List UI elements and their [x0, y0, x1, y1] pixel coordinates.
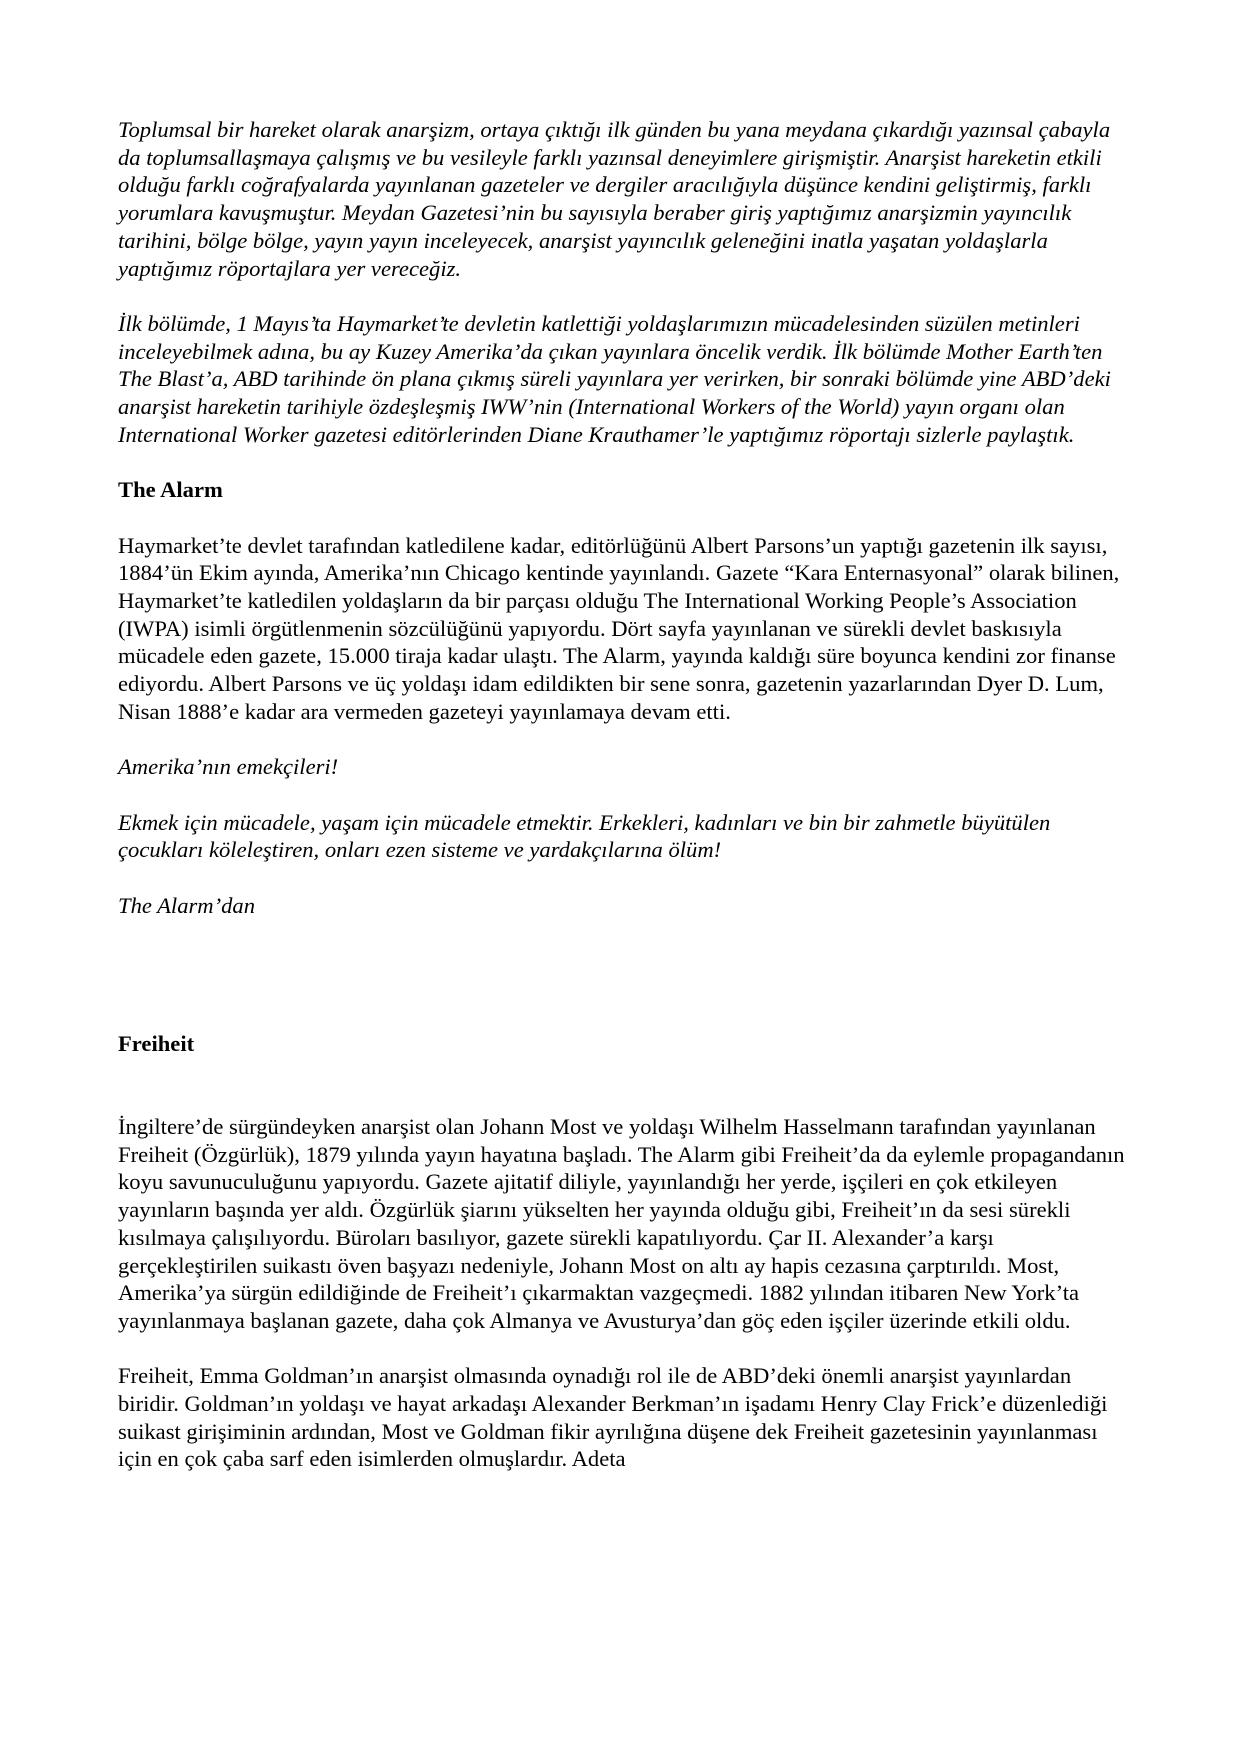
- the-alarm-quote-2: Ekmek için mücadele, yaşam için mücadele etmektir. Erkekleri, kadınları ve bin bir zahmetle büyütülen çocukları köleleştiren, onları ezen sisteme ve yardakçılarına ölüm!: [118, 809, 1051, 863]
- the-alarm-quote-source: The Alarm’dan: [118, 892, 256, 918]
- freiheit-paragraph-2: Freiheit, Emma Goldman’ın anarşist olmasında oynadığı rol ile de ABD’deki önemli anarşist yayınlardan biridir. Goldman’ın yoldaşı ve hayat arkadaşı Alexander Berkman’ın işadamı Henry Clay Frick’e düzenlediği suikast girişiminin ardından, Most ve Goldman fikir ayrılığına düşene dek Freiheit gazetesinin yayınlanması için en çok çaba sarf eden isimlerden olmuşlardır. Adeta: [118, 1363, 1108, 1472]
- spacer: [118, 1085, 1128, 1113]
- intro-paragraph-2: İlk bölümde, 1 Mayıs’ta Haymarket’te devletin katlettiği yoldaşlarımızın mücadelesinden süzülen metinleri inceleyebilmek adına, bu ay Kuzey Amerika’da çıkan yayınlara öncelik verdik. İlk bölümde Mother Earth’ten The Blast’a, ABD tarihinde ön plana çıkmış süreli yayınlara yer verirken, bir sonraki bölümde yine ABD’deki anarşist hareketin tarihiyle özdeşleşmiş IWW’nin (International Workers of the World) yayın organı olan International Worker gazetesi editörlerinden Diane Krauthamer’le yaptığımız röportajı sizlerle paylaştık.: [118, 310, 1111, 447]
- spacer: [118, 947, 1128, 1030]
- section-heading-freiheit: Freiheit: [118, 1030, 195, 1056]
- section-heading-the-alarm: The Alarm: [118, 477, 223, 503]
- the-alarm-paragraph: Haymarket’te devlet tarafından katledilene kadar, editörlüğünü Albert Parsons’un yaptığı gazetenin ilk sayısı, 1884’ün Ekim ayında, Amerika’nın Chicago kentinde yayınlandı. Gazete “Kara Enternasyonal” olarak bilinen, Haymarket’te katledilen yoldaşların da bir parçası olduğu The International Working People’s Association (IWPA) isimli örgütlenmenin sözcülüğünü yapıyordu. Dört sayfa yayınlanan ve sürekli devlet baskısıyla mücadele eden gazete, 15.000 tiraja kadar ulaştı. The Alarm, yayında kaldığı süre boyunca kendini zor finanse ediyordu. Albert Parsons ve üç yoldaşı idam edildikten bir sene sonra, gazetenin yazarlarından Dyer D. Lum, Nisan 1888’e kadar ara vermeden gazeteyi yayınlamaya devam etti.: [118, 532, 1120, 724]
- the-alarm-quote-1: Amerika’nın emekçileri!: [118, 754, 339, 780]
- intro-paragraph-1: Toplumsal bir hareket olarak anarşizm, ortaya çıktığı ilk günden bu yana meydana çıkardığı yazınsal çabayla da toplumsallaşmaya çalışmış ve bu vesileyle farklı yazınsal deneyimlere girişmiştir. Anarşist hareketin etkili olduğu farklı coğrafyalarda yayınlanan gazeteler ve dergiler aracılığıyla düşünce kendini geliştirmiş, farklı yorumlara kavuşmuştur. Meydan Gazetesi’nin bu sayısıyla beraber giriş yaptığımız anarşizmin yayıncılık tarihini, bölge bölge, yayın yayın inceleyecek, anarşist yayıncılık geleneğini inatla yaşatan yoldaşlarla yaptığımız röportajlara yer vereceğiz.: [118, 117, 1111, 281]
- freiheit-paragraph-1: İngiltere’de sürgündeyken anarşist olan Johann Most ve yoldaşı Wilhelm Hasselmann tarafından yayınlanan Freiheit (Özgürlük), 1879 yılında yayın hayatına başladı. The Alarm gibi Freiheit’da da eylemle propagandanın koyu savunuculuğunu yapıyordu. Gazete ajitatif diliyle, yayınlandığı her yerde, işçileri en çok etkileyen yayınların başında yer aldı. Özgürlük şiarını yükselten her yayında olduğu gibi, Freiheit’ın da sesi sürekli kısılmaya çalışılıyordu. Büroları basılıyor, gazete sürekli kapatılıyordu. Çar II. Alexander’a karşı gerçekleştirilen suikastı öven başyazı nedeniyle, Johann Most on altı ay hapis cezasına çarptırıldı. Most, Amerika’ya sürgün edildiğinde de Freiheit’ı çıkarmaktan vazgeçmedi. 1882 yılından itibaren New York’ta yayınlanmaya başlanan gazete, daha çok Almanya ve Avusturya’dan göç eden işçiler üzerinde etkili oldu.: [118, 1114, 1125, 1333]
- document-page: [118, 116, 1128, 1501]
